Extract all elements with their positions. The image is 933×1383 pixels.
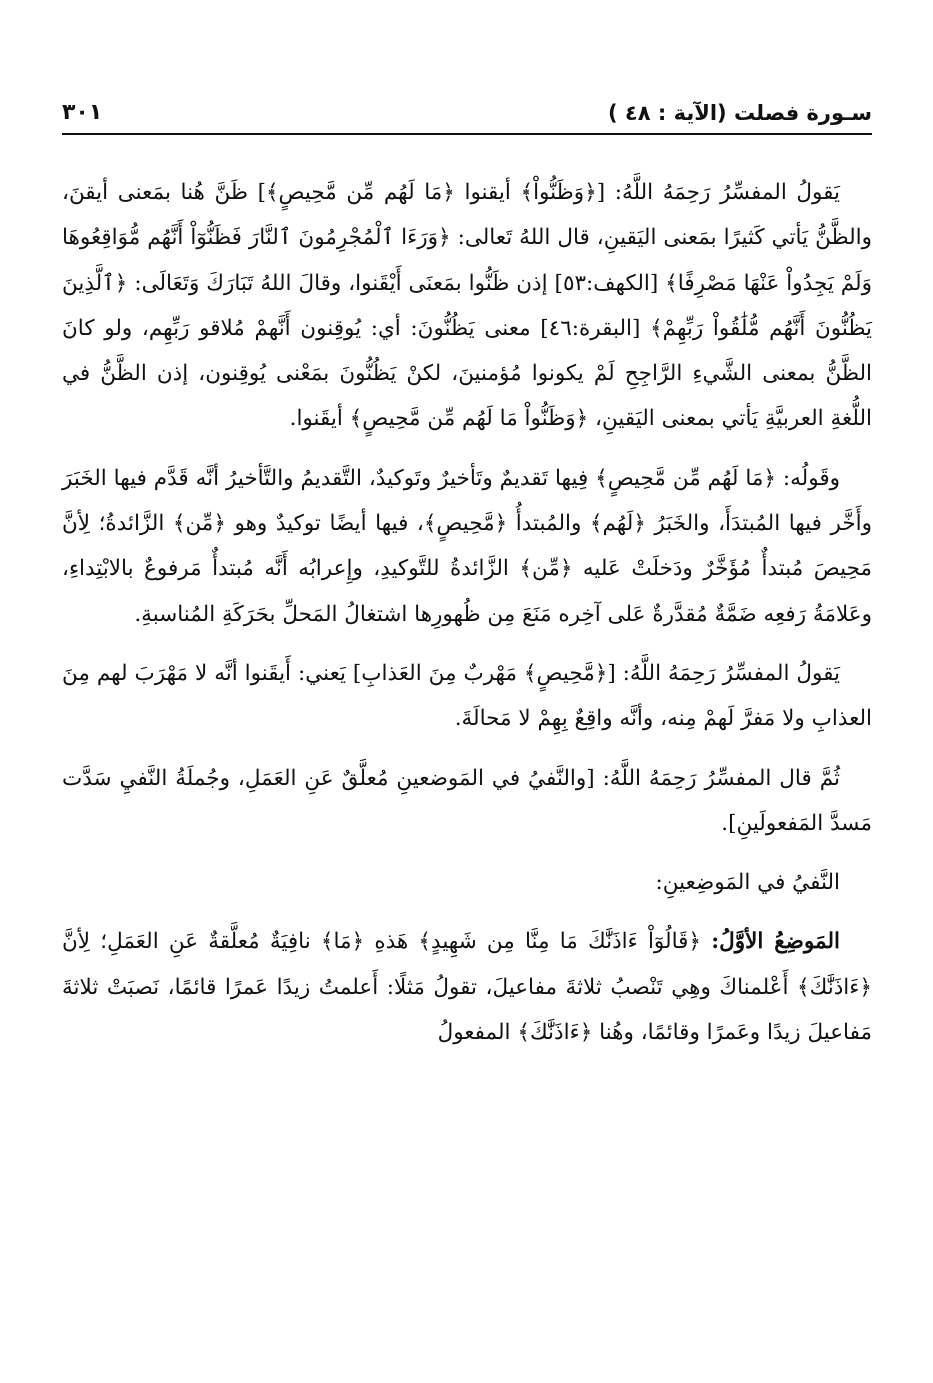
section-heading-text: النَّفيُ في المَوضِعينِ: bbox=[655, 870, 840, 896]
running-title: سـورة فصلت (الآية : ٤٨ ) bbox=[608, 101, 872, 125]
paragraph-mahis-meaning bbox=[62, 651, 872, 742]
section-heading-nafi bbox=[62, 860, 872, 905]
paragraph-text: يَقولُ المفسِّرُ رَحِمَهُ اللَّهُ: [﴿مَّحِيصٍ﴾ مَهْربٌ مِنَ العَذابِ] يَعني: أَيقَنوا أنَّه لا مَهْرَبَ لهم مِنَ العذابِ ولا مَفرَّ لَهمْ مِنه، وأنَّه واقِعٌ بِهِمْ لا مَحالَةَ. bbox=[62, 660, 872, 732]
header-divider bbox=[62, 133, 872, 135]
paragraph-text: وقَولُه: ﴿مَا لَهُم مِّن مَّحِيصٍ﴾ فِيها تَقديمٌ وتَأخيرٌ وتَوكيدٌ، التَّقديمُ والتَّأخيرُ أنَّه قَدَّم فيها الخَبَرَ وأَخَّر فيها المُبتدَأَ، والخَبَرُ ﴿لَهُم﴾ والمُبتدأُ ﴿مَّحِيصٍ﴾، فيها أيضًا توكيدٌ وهو ﴿مِّن﴾ الزَّائدةُ؛ لِأنَّ مَحِيصَ مُبتدأٌ مُؤَخَّرٌ ودَخلَتْ عَليه ﴿مِّن﴾ الزَّائدةُ للتَّوكيدِ، وإِعرابُه أَنَّه مُبتدأٌ مَرفوعٌ بالابْتِداءِ، وعَلامَةُ رَفعِه ضَمَّةٌ مُقدَّرةٌ عَلى آخِره مَنَعَ مِن ظُهورِها اشتغالُ المَحلِّ بحَرَكَةِ المُناسبةِ. bbox=[62, 465, 872, 627]
paragraph-text: يَقولُ المفسِّرُ رَحِمَهُ اللَّهُ: [﴿وَظَنُّواْ﴾ أيقنوا ﴿مَا لَهُم مِّن مَّحِيصٍ﴾] ظَنَّ هُنا بمَعنى أيقنَ، والظَّنُّ يَأتي كَثيرًا بمَعنى اليَقينِ، قال اللهُ تَعالى: ﴿وَرَءَا ٱلْمُجْرِمُونَ ٱلنَّارَ فَظَنُّوٓاْ أَنَّهُم مُّوَاقِعُوهَا وَلَمْ يَجِدُواْ عَنْهَا مَصْرِفًا﴾ [الكهف:٥٣] إذن ظَنُّوا بمَعنَى أَيْقَنوا، وقالَ اللهُ تَبَارَكَ وَتَعَالَى: ﴿ٱلَّذِينَ يَظُنُّونَ أَنَّهُم مُّلَٰقُواْ رَبِّهِمْ﴾ [البقرة:٤٦] معنى يَظُنُّونَ: أي: يُوقِنون أَنَّهمْ مُلاقو رَبِّهِم، ولو كانَ الظَّنُّ بمعنى الشَّيءِ الرَّاجِحِ لَمْ يكونوا مُؤمنينَ، لكنْ يَظُنُّونَ بمَعْنى يُوقِنون، إذن الظَّنُّ في اللُّغةِ العربيَّةِ يَأتي بمعنى اليَقينِ، ﴿وَظَنُّواْ مَا لَهُم مِّن مَّحِيصٍ﴾ أيقَنوا. bbox=[62, 180, 872, 432]
paragraph-lead: المَوضِعُ الأوَّلُ: bbox=[711, 929, 840, 955]
page-body bbox=[62, 170, 872, 1069]
paragraph-text: ﴿قَالُوٓاْ ءَاذَنَّٰكَ مَا مِنَّا مِن شَهِيدٍ﴾ هَذهِ ﴿مَا﴾ نافِيَةٌ مُعلَّقةٌ عَنِ العَمَلِ؛ لِأنَّ ﴿ءَاذَنَّٰكَ﴾ أَعْلمناكَ وهِي تَنْصبُ ثلاثةَ مفاعيلَ، تقولُ مَثلًا: أَعلمتُ زيدًا عَمرًا قائمًا، نَصبَتْ ثلاثةَ مَفاعيلَ زيدًا وعَمرًا وقائمًا، وهُنا ﴿ءَاذَنَّٰكَ﴾ المفعولُ bbox=[62, 929, 872, 1046]
paragraph-zannu-meaning bbox=[62, 170, 872, 442]
paragraph-nafi-commentary bbox=[62, 756, 872, 847]
paragraph-text: ثُمَّ قال المفسِّرُ رَحِمَهُ اللَّهُ: [والنَّفيُ في المَوضعينِ مُعلَّقٌ عَنِ العَمَلِ، وجُملَةُ النَّفيِ سَدَّت مَسدَّ المَفعولَينِ]. bbox=[62, 765, 872, 836]
page-number: ٣٠١ bbox=[62, 100, 103, 125]
paragraph-taqdim-takhir bbox=[62, 456, 872, 637]
page-header bbox=[62, 98, 872, 132]
paragraph-first-position bbox=[62, 919, 872, 1055]
